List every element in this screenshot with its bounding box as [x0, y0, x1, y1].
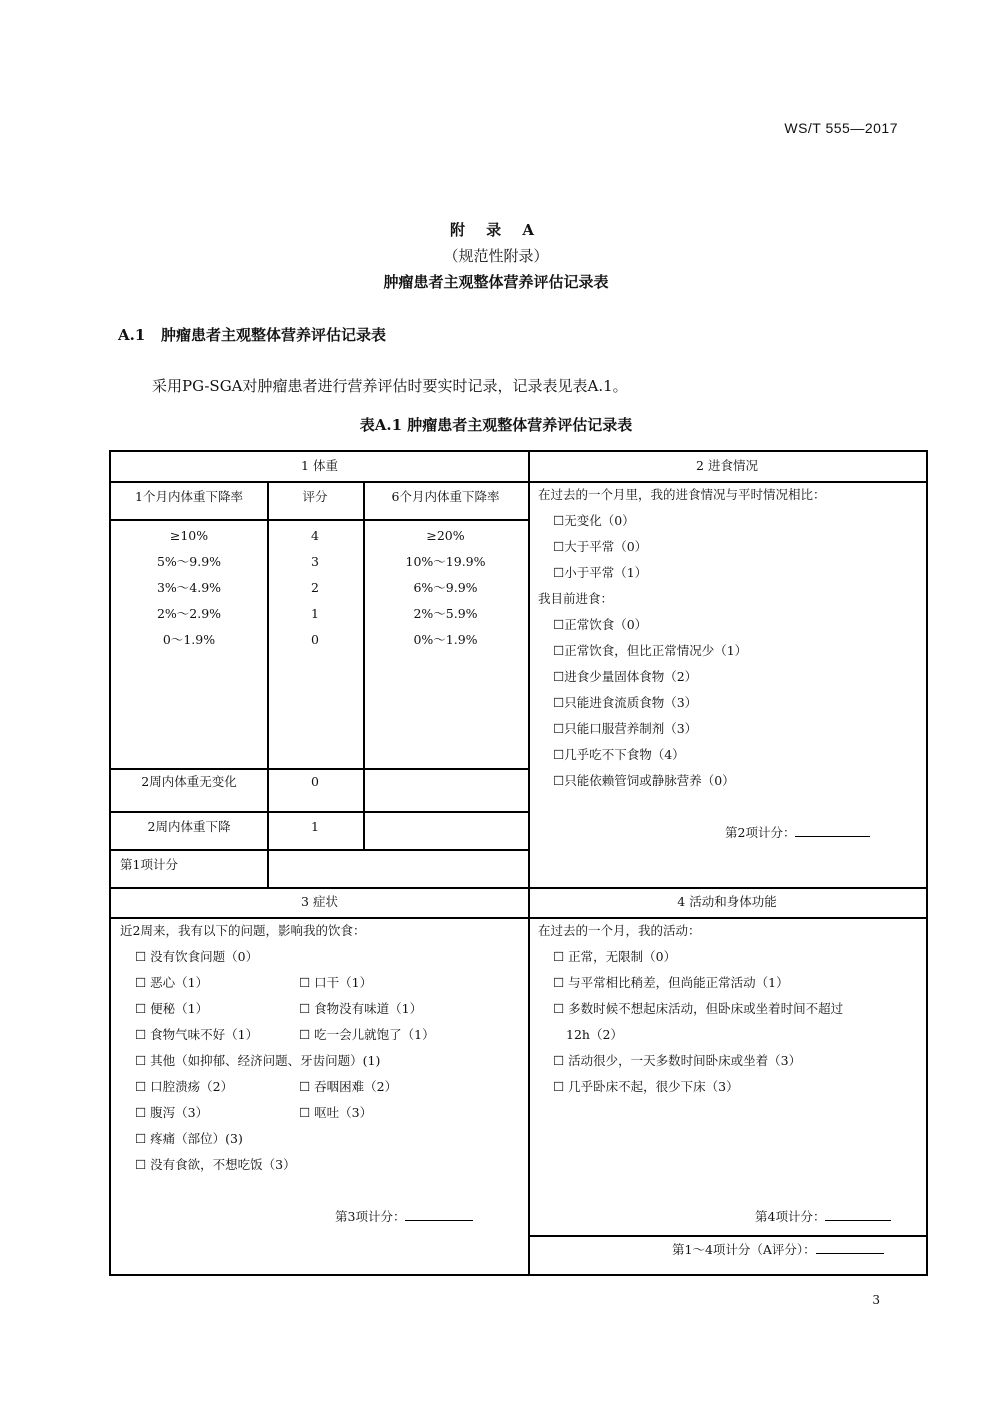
s3-option[interactable]: ☐ 吞咽困难（2）: [299, 1079, 398, 1094]
s3-total: [335, 1204, 473, 1230]
intro-paragraph: 采用PG-SGA对肿瘤患者进行营养评估时要实时记录，记录表见表A.1。: [152, 377, 628, 395]
s4-total: [755, 1204, 891, 1230]
section-number: A.1: [118, 326, 146, 344]
s4-option[interactable]: ☐ 活动很少，一天多数时间卧床或坐着（3）: [553, 1053, 802, 1068]
s1-row-6m: 6%～9.9%: [413, 580, 478, 595]
s2-option[interactable]: ☐大于平常（0）: [553, 539, 648, 554]
s1-total-label: 第1项计分: [120, 857, 178, 872]
s3-option[interactable]: ☐ 口干（1）: [299, 975, 373, 990]
s1-col-6m: 6个月内体重下降率: [391, 489, 500, 504]
s1-decline-label: 2周内体重下降: [147, 819, 231, 834]
table-caption: 表A.1 肿瘤患者主观整体营养评估记录表: [359, 416, 633, 434]
section-heading: [118, 324, 386, 345]
s2-option[interactable]: ☐无变化（0）: [553, 513, 635, 528]
s2-option[interactable]: ☐几乎吃不下食物（4）: [553, 747, 685, 762]
s2-option[interactable]: ☐正常饮食（0）: [553, 617, 648, 632]
s3-option[interactable]: ☐ 食物气味不好（1）: [135, 1027, 259, 1042]
s1-title: 1 体重: [301, 458, 338, 473]
s2-title: 2 进食情况: [696, 458, 758, 473]
s3-option[interactable]: ☐ 没有饮食问题（0）: [135, 949, 259, 964]
s2-total-blank[interactable]: [795, 822, 870, 837]
s2-intro: 在过去的一个月里，我的进食情况与平时情况相比：: [538, 487, 826, 502]
s4-option[interactable]: ☐ 与平常相比稍差，但尚能正常活动（1）: [553, 975, 789, 990]
s3-title: 3 症状: [301, 894, 338, 909]
s1-row-score: 0: [311, 632, 319, 647]
s3-option[interactable]: ☐ 其他（如抑郁、经济问题、牙齿问题）(1): [135, 1053, 381, 1068]
s1-col-score: 评分: [302, 489, 328, 504]
assessment-table: [109, 450, 928, 1276]
appendix-title: 肿瘤患者主观整体营养评估记录表: [383, 273, 609, 291]
s1-row-6m: 10%～19.9%: [405, 554, 486, 569]
s3-total-label: 第3项计分：: [335, 1209, 406, 1224]
appendix-normative: （规范性附录）: [443, 247, 549, 265]
s2-option[interactable]: ☐只能进食流质食物（3）: [553, 695, 698, 710]
s4-option-cont: 12h（2）: [566, 1027, 623, 1042]
s1-row-6m: 0%～1.9%: [413, 632, 478, 647]
s1-row-score: 3: [311, 554, 319, 569]
s3-option[interactable]: ☐ 腹泻（3）: [135, 1105, 209, 1120]
s4-total-blank[interactable]: [825, 1206, 891, 1221]
s1-col-1m: 1个月内体重下降率: [135, 489, 243, 504]
s4-title: 4 活动和身体功能: [677, 894, 777, 909]
s4-option[interactable]: ☐ 几乎卧床不起，很少下床（3）: [553, 1079, 739, 1094]
s3-option[interactable]: ☐ 没有食欲，不想吃饭（3）: [135, 1157, 296, 1172]
s2-option[interactable]: ☐正常饮食，但比正常情况少（1）: [553, 643, 748, 658]
s2-option[interactable]: ☐只能依赖管饲或静脉营养（0）: [553, 773, 735, 788]
s1-row-1m: 3%～4.9%: [156, 580, 222, 595]
s1-no-change-label: 2周内体重无变化: [141, 774, 237, 789]
grand-total-label: 第1～4项计分（A评分）：: [672, 1242, 816, 1257]
s3-option[interactable]: ☐ 口腔溃疡（2）: [135, 1079, 234, 1094]
s1-decline-score: 1: [311, 819, 319, 834]
s4-total-label: 第4项计分：: [755, 1209, 826, 1224]
s1-row-score: 2: [311, 580, 319, 595]
s1-row-6m: 2%～5.9%: [413, 606, 478, 621]
s2-total: [725, 820, 870, 846]
page-number: 3: [872, 1293, 880, 1307]
s1-row-1m: 5%～9.9%: [156, 554, 222, 569]
s2-total-label: 第2项计分：: [725, 825, 796, 840]
s1-no-change-score: 0: [311, 774, 319, 789]
s3-total-blank[interactable]: [405, 1206, 473, 1221]
s4-option[interactable]: ☐ 正常，无限制（0）: [553, 949, 677, 964]
grand-total-blank[interactable]: [816, 1239, 884, 1254]
s4-option[interactable]: ☐ 多数时候不想起床活动，但卧床或坐着时间不超过: [553, 1001, 844, 1016]
rule: [528, 452, 530, 1274]
s1-row-score: 4: [311, 528, 319, 543]
s1-row-6m: ≥20%: [426, 528, 465, 543]
s2-option[interactable]: ☐进食少量固体食物（2）: [553, 669, 698, 684]
rule: [111, 519, 528, 521]
s3-intro: 近2周来，我有以下的问题，影响我的饮食：: [120, 923, 366, 938]
s4-intro: 在过去的一个月，我的活动：: [538, 923, 701, 938]
s1-row-1m: 2%～2.9%: [156, 606, 222, 621]
section-title: 肿瘤患者主观整体营养评估记录表: [160, 326, 386, 344]
s3-option[interactable]: ☐ 吃一会儿就饱了（1）: [299, 1027, 435, 1042]
s3-option[interactable]: ☐ 食物没有味道（1）: [299, 1001, 423, 1016]
s1-row-1m: ≥10%: [169, 528, 209, 543]
s3-option[interactable]: ☐ 便秘（1）: [135, 1001, 209, 1016]
s3-option[interactable]: ☐ 呕吐（3）: [299, 1105, 373, 1120]
rule: [111, 811, 528, 813]
appendix-label: 附 录 A: [449, 221, 543, 239]
s1-row-1m: 0～1.9%: [162, 632, 216, 647]
s1-row-score: 1: [311, 606, 319, 621]
s2-intro2: 我目前进食：: [538, 591, 614, 606]
s3-option[interactable]: ☐ 疼痛（部位）(3): [135, 1131, 243, 1146]
grand-total: [672, 1237, 884, 1263]
rule: [111, 849, 528, 851]
s2-option[interactable]: ☐只能口服营养制剂（3）: [553, 721, 698, 736]
s3-option[interactable]: ☐ 恶心（1）: [135, 975, 209, 990]
document-code: WS/T 555—2017: [784, 120, 898, 136]
s2-option[interactable]: ☐小于平常（1）: [553, 565, 648, 580]
